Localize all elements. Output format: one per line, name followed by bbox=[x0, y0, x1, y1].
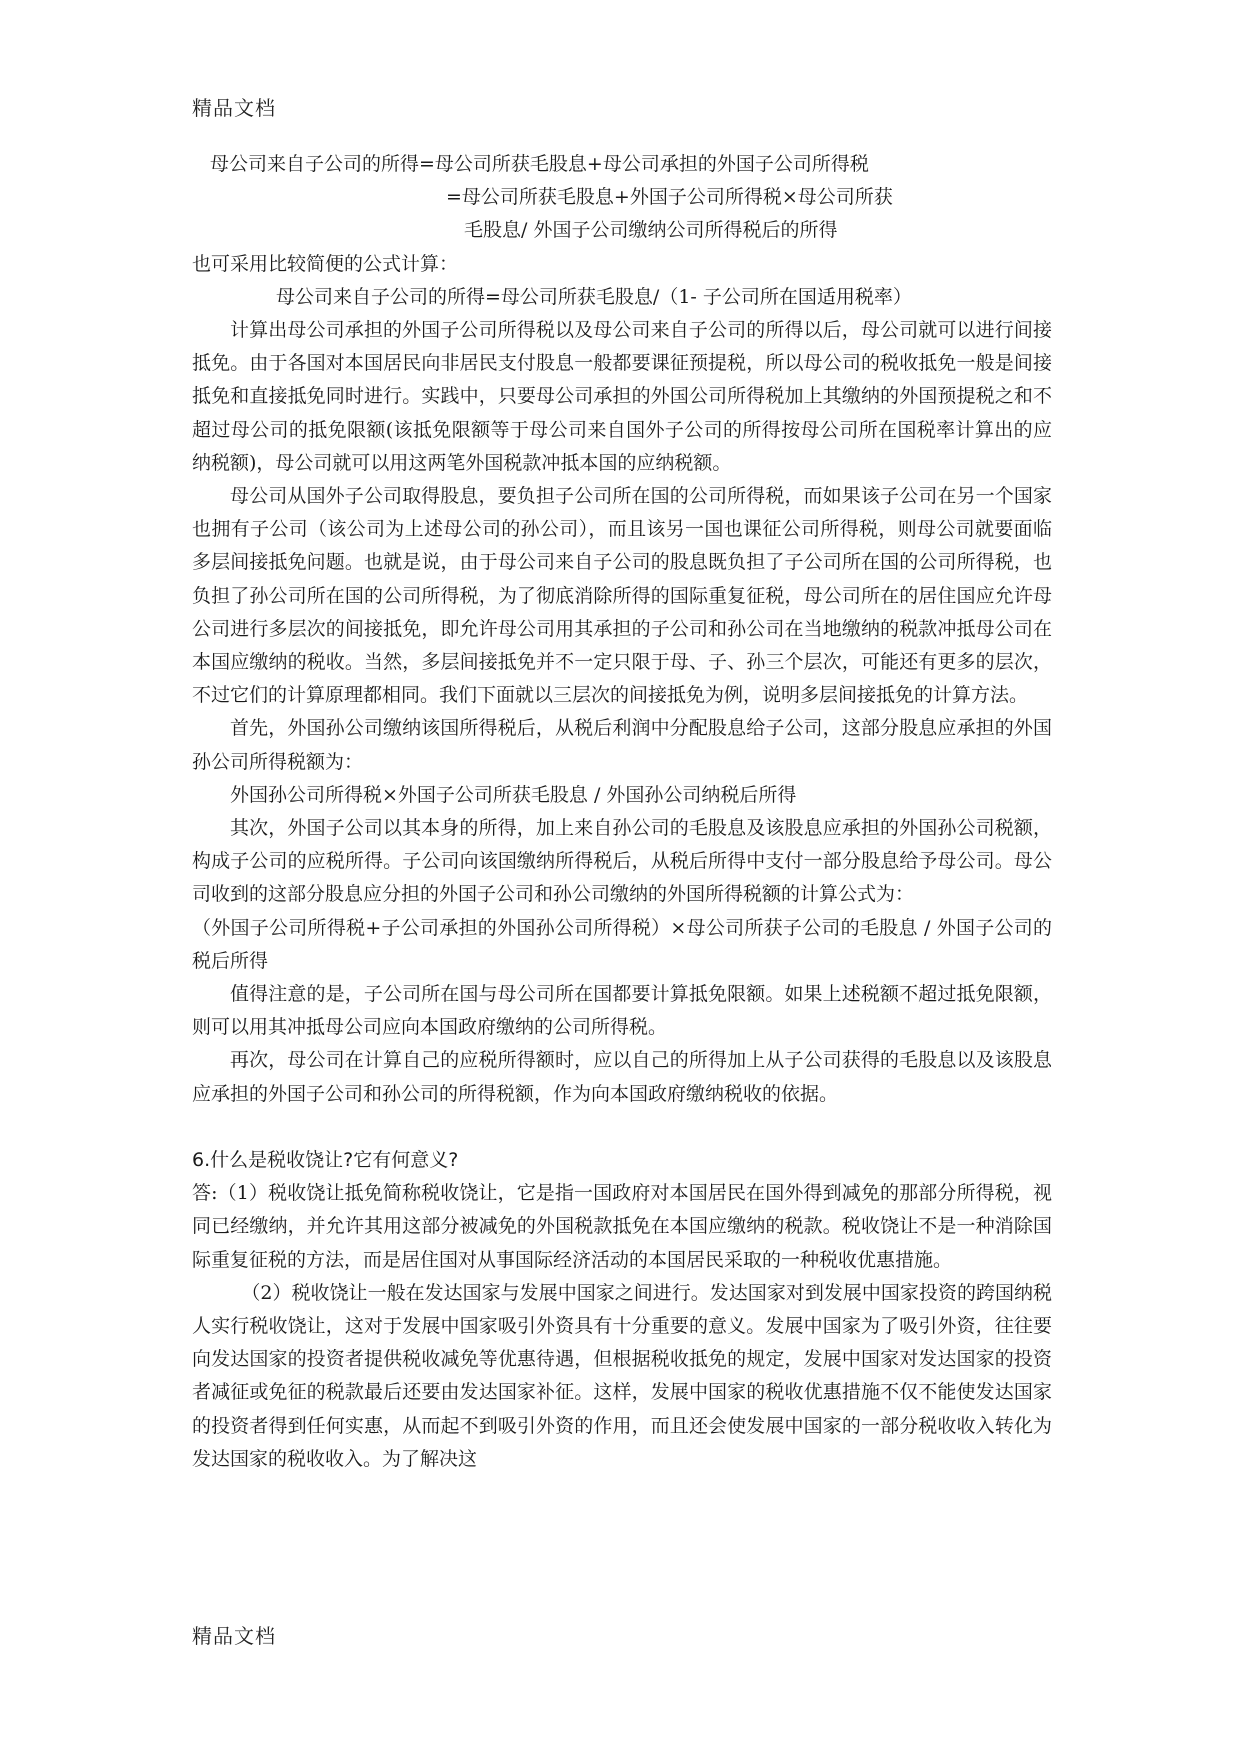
paragraph-indirect-credit: 计算出母公司承担的外国子公司所得税以及母公司来自子公司的所得以后，母公司就可以进行间接抵免。由于各国对本国居民向非居民支付股息一般都要课征预提税，所以母公司的税收抵免一般是间接抵免和直接抵免同时进行。实践中，只要母公司承担的外国公司所得税加上其缴纳的外国预提税之和不超过母公司的抵免限额(该抵免限额等于母公司来自国外子公司的所得按母公司所在国税率计算出的应纳税额)，母公司就可以用这两笔外国税款冲抵本国的应纳税额。 bbox=[192, 319, 1052, 474]
formula-grandchild-tax: 外国孙公司所得税×外国子公司所获毛股息 / 外国孙公司纳税后所得 bbox=[230, 783, 797, 806]
page-footer: 精品文档 bbox=[192, 1624, 276, 1648]
document-body bbox=[192, 148, 1052, 1476]
paragraph-first-step: 首先，外国孙公司缴纳该国所得税后，从税后利润中分配股息给子公司，这部分股息应承担的外国孙公司所得税额为： bbox=[192, 717, 1052, 773]
paragraph-third-step: 再次，母公司在计算自己的应税所得额时，应以自己的所得加上从子公司获得的毛股息以及该股息应承担的外国子公司和孙公司的所得税额，作为向本国政府缴纳税收的依据。 bbox=[192, 1049, 1052, 1105]
formula-continuation-2: 毛股息/ 外国子公司缴纳公司所得税后的所得 bbox=[464, 219, 838, 242]
section-gap bbox=[192, 1111, 1052, 1144]
page-header: 精品文档 bbox=[192, 96, 276, 120]
formula-continuation-1: =母公司所获毛股息+外国子公司所得税×母公司所获 bbox=[446, 186, 893, 209]
paragraph-second-step: 其次，外国子公司以其本身的所得，加上来自孙公司的毛股息及该股息应承担的外国孙公司税额，构成子公司的应税所得。子公司向该国缴纳所得税后，从税后所得中支付一部分股息给予母公司。母公司收到的这部分股息应分担的外国子公司和孙公司缴纳的外国所得税额的计算公式为： bbox=[192, 817, 1052, 906]
answer-part-2: （2）税收饶让一般在发达国家与发展中国家之间进行。发达国家对到发展中国家投资的跨国纳税人实行税收饶让，这对于发展中国家吸引外资具有十分重要的意义。发展中国家为了吸引外资，往往要向发达国家的投资者提供税收减免等优惠待遇，但根据税收抵免的规定，发展中国家对发达国家的投资者减征或免征的税款最后还要由发达国家补征。这样，发展中国家的税收优惠措施不仅不能使发达国家的投资者得到任何实惠，从而起不到吸引外资的作用，而且还会使发展中国家的一部分税收收入转化为发达国家的税收收入。为了解决这 bbox=[192, 1281, 1052, 1470]
paragraph-credit-limit-note: 值得注意的是，子公司所在国与母公司所在国都要计算抵免限额。如果上述税额不超过抵免限额，则可以用其冲抵母公司应向本国政府缴纳的公司所得税。 bbox=[192, 983, 1052, 1039]
formula-main: 母公司来自子公司的所得=母公司所获毛股息+母公司承担的外国子公司所得税 bbox=[210, 153, 869, 175]
simple-formula-intro: 也可采用比较简便的公式计算： bbox=[192, 252, 459, 275]
paragraph-multilayer-credit: 母公司从国外子公司取得股息，要负担子公司所在国的公司所得税，而如果该子公司在另一个国家也拥有子公司（该公司为上述母公司的孙公司），而且该另一国也课征公司所得税，则母公司就要面临多层间接抵免问题。也就是说，由于母公司来自子公司的股息既负担了子公司所在国的公司所得税，也负担了孙公司所在国的公司所得税，为了彻底消除所得的国际重复征税，母公司所在的居住国应允许母公司进行多层次的间接抵免，即允许母公司用其承担的子公司和孙公司在当地缴纳的税款冲抵母公司在本国应缴纳的税收。当然，多层间接抵免并不一定只限于母、子、孙三个层次，可能还有更多的层次，不过它们的计算原理都相同。我们下面就以三层次的间接抵免为例，说明多层间接抵免的计算方法。 bbox=[192, 485, 1052, 707]
answer-part-1: 答:（1）税收饶让抵免简称税收饶让，它是指一国政府对本国居民在国外得到减免的那部分所得税，视同已经缴纳，并允许其用这部分被减免的外国税款抵免在本国应缴纳的税款。税收饶让不是一种消除国际重复征税的方法，而是居住国对从事国际经济活动的本国居民采取的一种税收优惠措施。 bbox=[192, 1182, 1052, 1271]
formula-simple: 母公司来自子公司的所得=母公司所获毛股息/（1- 子公司所在国适用税率） bbox=[276, 285, 912, 308]
formula-child-tax: （外国子公司所得税+子公司承担的外国孙公司所得税）×母公司所获子公司的毛股息 / 外国子公司的税后所得 bbox=[192, 916, 1052, 972]
question-6-title: 6.什么是税收饶让?它有何意义? bbox=[192, 1148, 459, 1171]
